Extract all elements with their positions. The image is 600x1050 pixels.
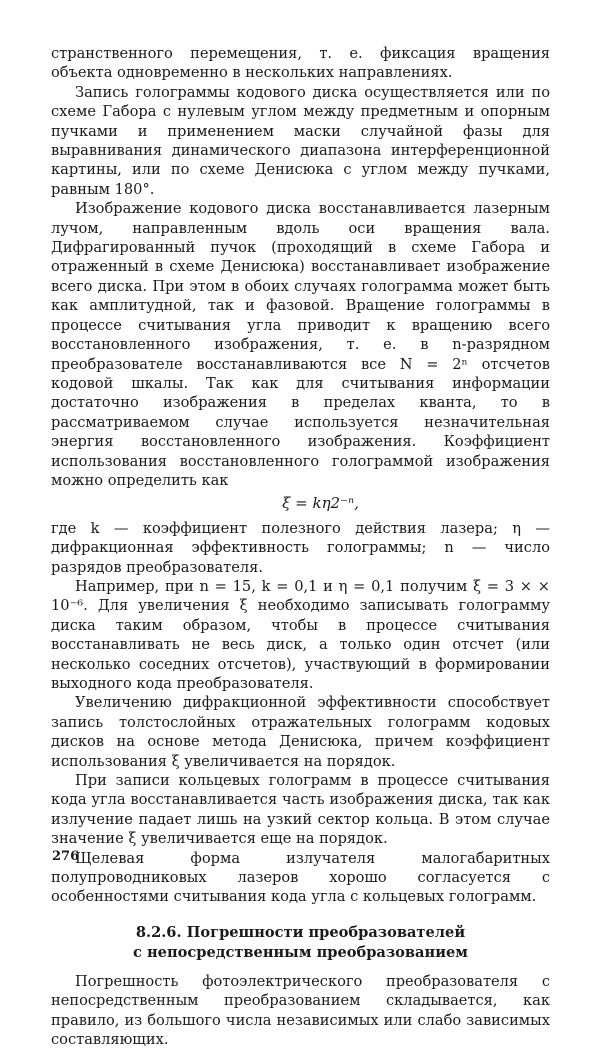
formula-usage-coefficient: ξ = kη2⁻ⁿ, [282, 494, 359, 513]
page-body [51, 44, 550, 1050]
paragraph-ring-holograms: При записи кольцевых голограмм в процессе считывания кода угла восстанавливается часть изображения диска, так как излучение падает лишь на узкий сектор кольца. В этом случае значение ξ увеличивается еще на порядок. [51, 772, 550, 848]
paragraph-error-components: Погрешность фотоэлектрического преобразователя с непосредственным преобразованием складывается, как правило, из большого числа независимых или слабо зависимых составляющих. [51, 972, 550, 1049]
section-heading-line-1: 8.2.6. Погрешности преобразователей [135, 923, 466, 941]
section-heading [51, 923, 550, 963]
page-number: 276 [52, 849, 80, 864]
paragraph-continuation: странственного перемещения, т. е. фиксация вращения объекта одновременно в нескольких направлениях. [51, 45, 550, 82]
paragraph-slit-emitter: Щелевая форма излучателя малогабаритных полупроводниковых лазеров хорошо согласуется с особенностями считывания кода угла с кольцевых голограмм. [51, 849, 550, 906]
paragraph-hologram-recording: Запись голограммы кодового диска осуществляется или по схеме Габора с нулевым углом между предметным и опорным пучками и применением маски случайной фазы для выравнивания динамического диапазона интерференционной картины, или по схеме Денисюка с углом между пучками, равным 180°. [51, 83, 550, 198]
paragraph-diffraction-efficiency: Увеличению дифракционной эффективности способствует запись толстослойных отражательных голограмм кодовых дисков на основе метода Денисюка, причем коэффициент использования ξ увеличивается на порядок. [51, 694, 550, 770]
section-heading-line-2: с непосредственным преобразованием [133, 943, 468, 961]
paragraph-example: Например, при n = 15, k = 0,1 и η = 0,1 получим ξ = 3 × × 10⁻⁶. Для увеличения ξ необходимо записывать голограмму диска таким образом, чтобы в процессе считывания восстанавливать не весь диск, а только один отсчет (или несколько соседних отсчетов), участвующий в формировании выходного кода преобразователя. [51, 577, 550, 692]
paragraph-image-restoration: Изображение кодового диска восстанавливается лазерным лучом, направленным вдоль оси вращения вала. Дифрагированный пучок (проходящий в схеме Габора и отраженный в схеме Денисюка) восстанавливает изображение всего диска. При этом в обоих случаях голограмма может быть как амплитудной, так и фазовой. Вращение голограммы в процессе считывания угла приводит к вращению всего восстановленного изображения, т. е. в n-разрядном преобразователе восстанавливаются все N = 2ⁿ отсчетов кодовой шкалы. Так как для считывания информации достаточно изображения в пределах кванта, то в рассматриваемом случае используется незначительная энергия восстановленного изображения. Коэффициент использования восстановленного голограммой изображения можно определить как [51, 200, 550, 489]
paragraph-formula-legend: где k — коэффициент полезного действия лазера; η — дифракционная эффективность голограммы; n — число разрядов преобразователя. [51, 519, 550, 576]
